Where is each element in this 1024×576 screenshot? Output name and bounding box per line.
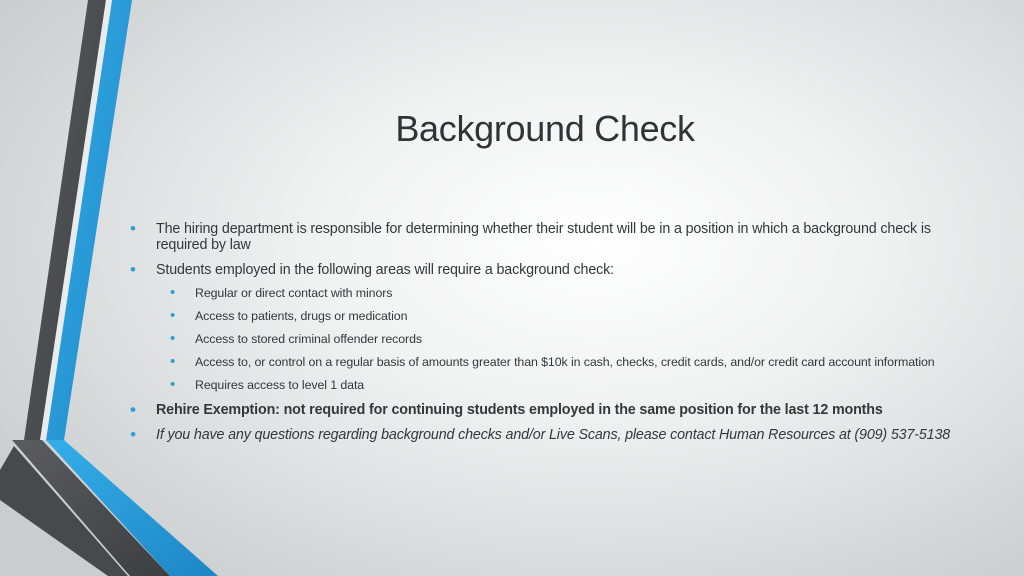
bullet-icon: • (130, 260, 136, 279)
list-item (128, 284, 968, 301)
bullet-icon: • (170, 284, 176, 301)
bullet-text: Access to, or control on a regular basis of amounts greater than $10k in cash, checks, credit cards, and/or credit card account information (195, 355, 935, 369)
list-item (128, 330, 968, 347)
bullet-icon: • (170, 353, 176, 370)
bullet-text: Requires access to level 1 data (195, 378, 365, 392)
list-item (128, 262, 968, 278)
bullet-text: The hiring department is responsible for determining whether their student will be in a position in which a background check is required by law (156, 221, 931, 253)
bullet-icon: • (130, 219, 136, 238)
bullet-icon: • (130, 425, 136, 444)
list-item (128, 221, 968, 253)
contact-text: If you have any questions regarding background checks and/or Live Scans, please contact Human Resources at (909) 537-5138 (156, 427, 951, 443)
slide-title: Background Check (395, 108, 695, 149)
bullet-icon: • (170, 376, 176, 393)
list-item (128, 427, 968, 443)
list-item (128, 376, 968, 393)
bullet-icon: • (170, 307, 176, 324)
rehire-exemption-text: Rehire Exemption: not required for continuing students employed in the same position for the last 12 months (156, 402, 883, 418)
stripe-light-upper (40, 0, 112, 440)
bullet-icon: • (170, 330, 176, 347)
bullet-text: Students employed in the following areas will require a background check: (156, 262, 614, 278)
bullet-text: Regular or direct contact with minors (195, 286, 393, 300)
list-item (128, 353, 968, 370)
bullet-list (128, 221, 968, 452)
list-item (128, 307, 968, 324)
bullet-text: Access to stored criminal offender records (195, 332, 422, 346)
bullet-text: Access to patients, drugs or medication (195, 309, 408, 323)
list-item (128, 402, 968, 418)
bullet-icon: • (130, 400, 136, 419)
